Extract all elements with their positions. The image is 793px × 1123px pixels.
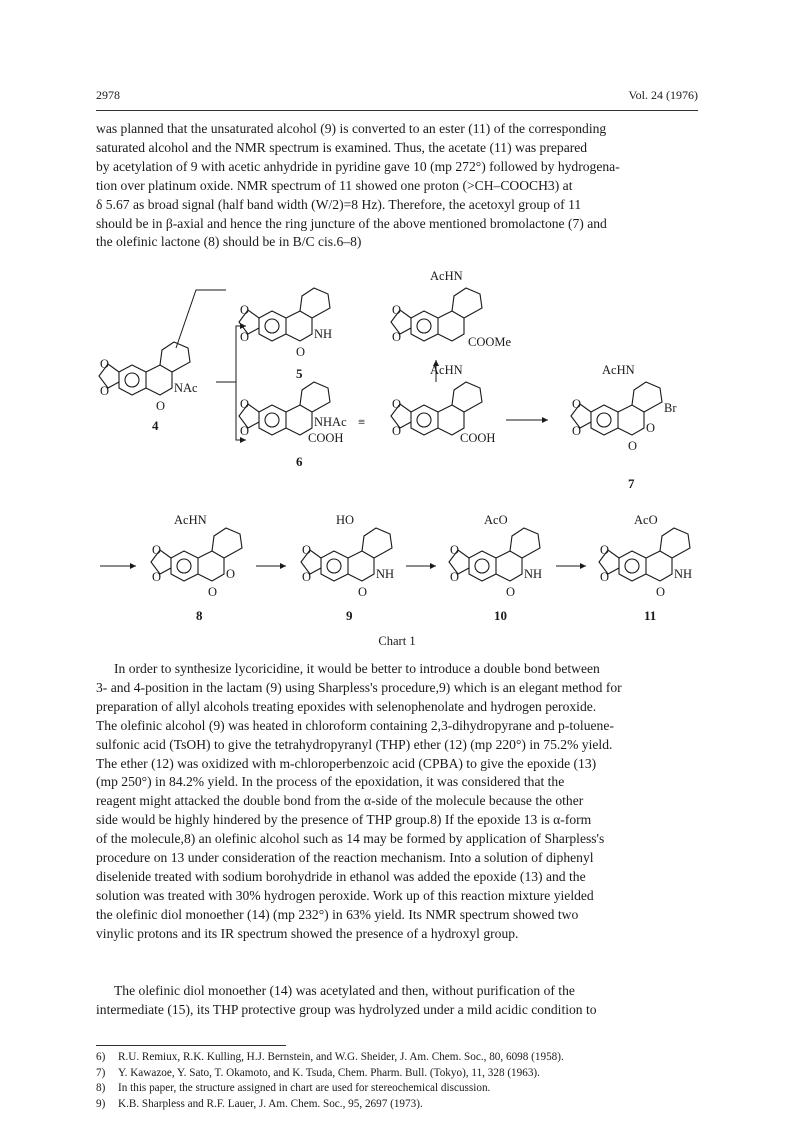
text-line: was planned that the unsaturated alcohol (9) is converted to an ester (11) of the corresponding <box>96 121 607 136</box>
molecule-amino-acid <box>391 382 482 435</box>
text-line: the olefinic diol monoether (14) (mp 232°) in 63% yield. Its NMR spectrum showed two <box>96 906 579 922</box>
atom-label: O <box>392 424 402 438</box>
paragraph-acetylation <box>96 982 698 1020</box>
atom-label: HO <box>336 513 355 527</box>
atom-label: NH <box>524 567 543 581</box>
atom-label: O <box>302 543 312 557</box>
compound-number: 8 <box>196 608 203 623</box>
atom-label: O <box>156 399 166 413</box>
text-line: saturated alcohol and the NMR spectrum is examined. Thus, the acetate (11) was prepared <box>96 139 588 155</box>
atom-label: O <box>572 424 582 438</box>
atom-label: O <box>226 567 236 581</box>
text-line: vinylic protons and its IR spectrum showed the presence of a hydroxyl group. <box>96 925 519 941</box>
compound-number: 5 <box>296 366 303 381</box>
atom-label: O <box>208 585 218 599</box>
atom-label: AcHN <box>430 363 463 377</box>
atom-label: O <box>600 570 610 584</box>
atom-label: NHAc <box>314 415 347 429</box>
text-line: The ether (12) was oxidized with m-chloroperbenzoic acid (CPBA) to give the epoxide (13) <box>96 755 597 771</box>
text-line: diselenide treated with sodium borohydride in ethanol was added the epoxide (13) and the <box>96 868 586 884</box>
atom-label: O <box>100 357 110 371</box>
text-line: In order to synthesize lycoricidine, it would be better to introduce a double bond between <box>114 661 600 676</box>
atom-label: Br <box>664 401 677 415</box>
footnote-item <box>96 1066 698 1082</box>
reaction-scheme-drawing <box>96 264 698 644</box>
compound-number: 10 <box>494 608 507 623</box>
molecule-amino-ester <box>391 288 482 341</box>
compound-number: 4 <box>152 418 159 433</box>
text-line: sulfonic acid (TsOH) to give the tetrahydropyranyl (THP) ether (12) (mp 220°) in 75.2% yield. <box>96 736 613 752</box>
atom-label: AcHN <box>602 363 635 377</box>
compound-number: 11 <box>644 608 657 623</box>
footnote-text: Y. Kawazoe, Y. Sato, T. Okamoto, and K. Tsuda, Chem. Pharm. Bull. (Tokyo), 11, 328 (1963). <box>118 1066 540 1079</box>
atom-label: NH <box>314 327 333 341</box>
footnote-item <box>96 1050 698 1066</box>
text-line: should be in β-axial and hence the ring juncture of the above mentioned bromolactone (7) and <box>96 215 607 231</box>
atom-label: O <box>296 345 306 359</box>
footnote-number: 7) <box>96 1066 106 1079</box>
footnotes <box>96 1050 698 1112</box>
footnote-item <box>96 1081 698 1097</box>
text-line: the olefinic lactone (8) should be in B/C cis.6–8) <box>96 234 362 250</box>
atom-label: O <box>392 397 402 411</box>
atom-label: O <box>628 439 638 453</box>
footnote-text: R.U. Remiux, R.K. Kulling, H.J. Bernstein, and W.G. Sheider, J. Am. Chem. Soc., 80, 6098 (1958). <box>118 1051 564 1063</box>
atom-label: AcHN <box>430 269 463 283</box>
atom-label: O <box>646 421 656 435</box>
footnote-number: 9) <box>96 1097 106 1110</box>
text-line: 3- and 4-position in the lactam (9) using Sharpless's procedure,9) which is an elegant method for <box>96 679 622 695</box>
atom-label: NH <box>674 567 693 581</box>
text-line: intermediate (15), its THP protective group was hydrolyzed under a mild acidic condition to <box>96 1001 597 1017</box>
atom-label: AcO <box>484 513 508 527</box>
atom-label: AcHN <box>174 513 207 527</box>
volume-info: Vol. 24 (1976) <box>628 88 698 102</box>
chart-caption: Chart 1 <box>378 634 416 648</box>
atom-label: COOMe <box>468 335 512 349</box>
text-line: procedure on 13 under consideration of the reaction mechanism. Into a solution of diphenyl <box>96 850 594 866</box>
text-line: side would be highly hindered by the presence of THP group.8) If the epoxide 13 is α-form <box>96 812 592 828</box>
atom-label: O <box>358 585 368 599</box>
text-line: The olefinic diol monoether (14) was acetylated and then, without purification of the <box>114 983 575 998</box>
atom-label: O <box>240 303 250 317</box>
text-line: solution was treated with 30% hydrogen peroxide. Work up of this reaction mixture yielded <box>96 887 594 903</box>
text-line: by acetylation of 9 with acetic anhydride in pyridine gave 10 (mp 272°) followed by hydrogena- <box>96 158 620 174</box>
text-line: of the molecule,8) an olefinic alcohol such as 14 may be formed by application of Sharpless's <box>96 831 605 847</box>
atom-label: COOH <box>460 431 496 445</box>
equivalence-sign: ≡ <box>358 415 366 429</box>
atom-label: O <box>100 384 110 398</box>
atom-label: O <box>302 570 312 584</box>
text-line: δ 5.67 as broad signal (half band width (W/2)=8 Hz). Therefore, the acetoxyl group of 11 <box>96 196 582 212</box>
atom-label: O <box>240 397 250 411</box>
footnote-item <box>96 1097 698 1113</box>
atom-label: O <box>392 330 402 344</box>
text-line: preparation of allyl alcohols treating epoxides with selenophenolate and hydrogen peroxide. <box>96 698 597 714</box>
atom-label: O <box>572 397 582 411</box>
header-rule <box>96 110 698 111</box>
footnote-number: 6) <box>96 1051 106 1063</box>
footnote-number: 8) <box>96 1082 106 1095</box>
atom-label: O <box>506 585 516 599</box>
atom-label: NH <box>376 567 395 581</box>
atom-label: O <box>152 570 162 584</box>
atom-label: O <box>656 585 666 599</box>
text-line: The olefinic alcohol (9) was heated in chloroform containing 2,3-dihydropyrane and p-toluene- <box>96 717 614 733</box>
atom-label: O <box>240 424 250 438</box>
footnote-text: K.B. Sharpless and R.F. Lauer, J. Am. Chem. Soc., 95, 2697 (1973). <box>118 1097 423 1110</box>
atom-label: O <box>240 330 250 344</box>
text-line: (mp 250°) in 84.2% yield. In the process of the epoxidation, it was considered that the <box>96 774 565 790</box>
page-number: 2978 <box>96 88 120 102</box>
atom-label: O <box>450 543 460 557</box>
footnote-text: In this paper, the structure assigned in chart are used for stereochemical discussion. <box>118 1082 491 1095</box>
compound-number: 9 <box>346 608 353 623</box>
text-line: reagent might attacked the double bond from the α-side of the molecule because the other <box>96 793 584 809</box>
text-line: tion over platinum oxide. NMR spectrum of 11 showed one proton (>CH–COOCH3) at <box>96 177 573 193</box>
atom-label: NAc <box>174 381 198 395</box>
footnote-rule <box>96 1045 286 1046</box>
reaction-scheme-chart <box>96 264 698 648</box>
atom-label: O <box>152 543 162 557</box>
compound-number: 7 <box>628 476 635 491</box>
paragraph-sharpless <box>96 660 698 944</box>
atom-label: O <box>450 570 460 584</box>
compound-number: 6 <box>296 454 303 469</box>
paragraph-continued <box>96 120 698 252</box>
atom-label: O <box>600 543 610 557</box>
atom-label: AcO <box>634 513 658 527</box>
atom-label: O <box>392 303 402 317</box>
atom-label: COOH <box>308 431 344 445</box>
